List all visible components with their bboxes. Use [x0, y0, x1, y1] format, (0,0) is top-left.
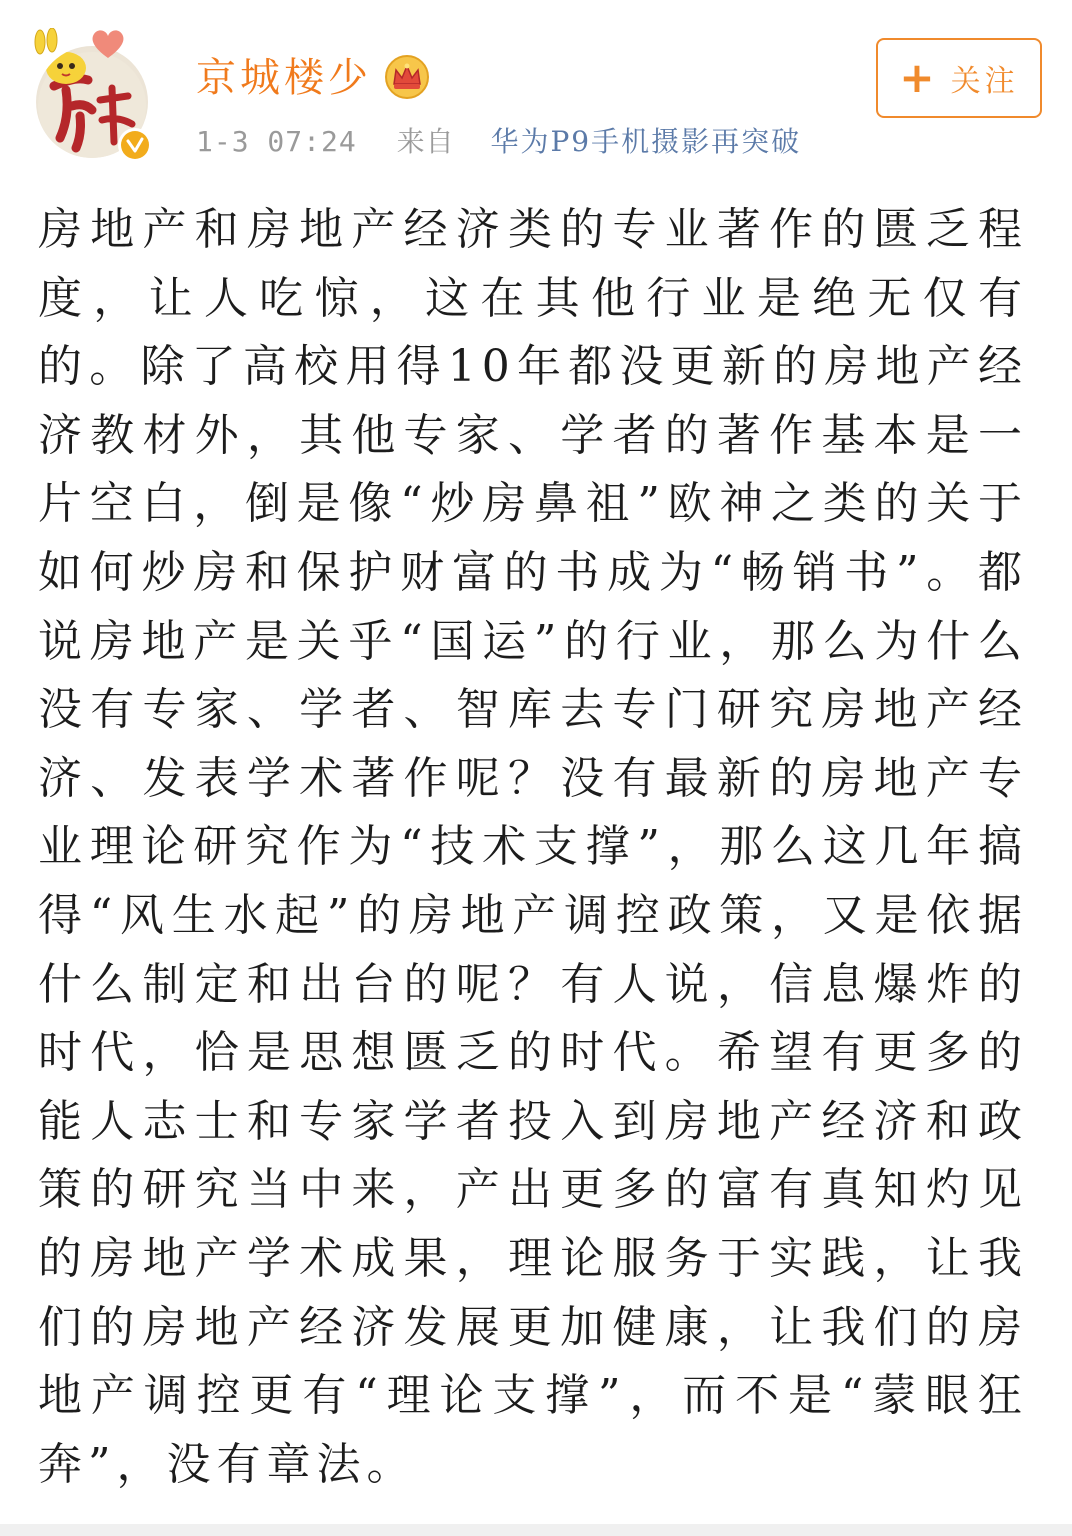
- crown-icon[interactable]: [384, 54, 430, 100]
- post-source-link[interactable]: 华为P9手机摄影再突破: [490, 125, 802, 158]
- post-time: 1-3 07:24: [196, 125, 357, 158]
- post-meta: [196, 122, 801, 162]
- avatar[interactable]: [30, 28, 156, 162]
- bunny-ears-icon: [30, 28, 70, 62]
- from-label: 来自: [396, 125, 455, 158]
- heart-icon: [90, 28, 126, 60]
- verified-v-icon: [121, 131, 149, 159]
- post-header: [0, 0, 1072, 180]
- author-name[interactable]: 京城楼少: [196, 55, 372, 101]
- verified-badge: [118, 128, 152, 162]
- post-body-text: 房地产和房地产经济类的专业著作的匮乏程度，让人吃惊，这在其他行业是绝无仅有的。除了高校用得10年都没更新的房地产经济教材外，其他专家、学者的著作基本是一片空白，倒是像“炒房鼻祖”欧神之类的关于如何炒房和保护财富的书成为“畅销书”。都说房地产是关乎“国运”的行业，那么为什么没有专家、学者、智库去专门研究房地产经济、发表学术著作呢？没有最新的房地产专业理论研究作为“技术支撑”，那么这几年搞得“风生水起”的房地产调控政策，又是依据什么制定和出台的呢？有人说，信息爆炸的时代，恰是思想匮乏的时代。希望有更多的能人志士和专家学者投入到房地产经济和政策的研究当中来，产出更多的富有真知灼见的房地产学术成果，理论服务于实践，让我们的房地产经济发展更加健康，让我们的房地产调控更有“理论支撑”，而不是“蒙眼狂奔”，没有章法。: [38, 204, 1028, 1490]
- bottom-divider: [0, 1524, 1072, 1536]
- follow-label: 关注: [950, 64, 1019, 99]
- follow-button[interactable]: [876, 38, 1042, 118]
- plus-icon: +: [899, 53, 935, 102]
